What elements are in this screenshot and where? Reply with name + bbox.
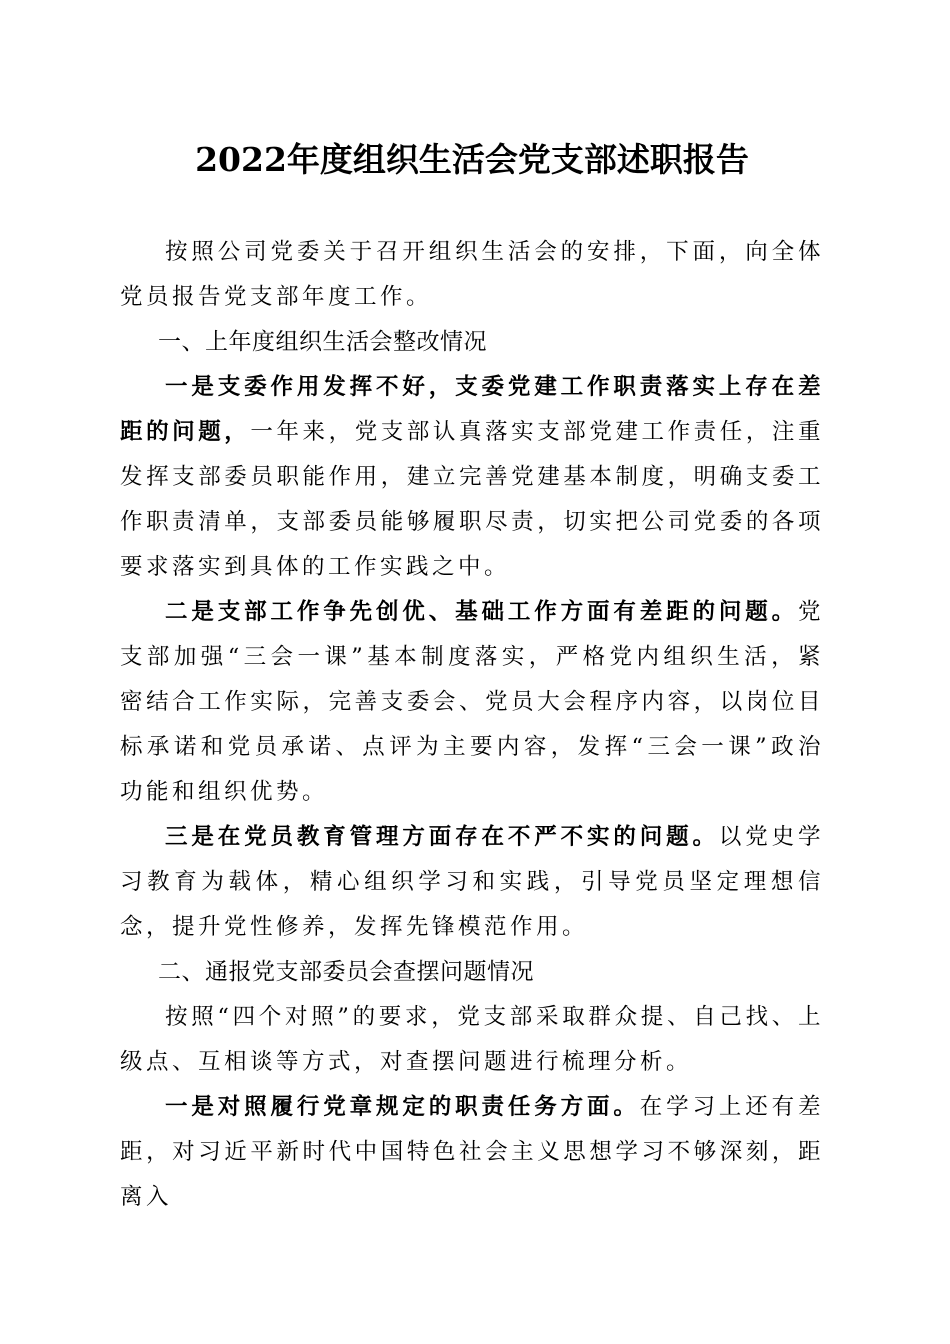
intro-paragraph: 按照公司党委关于召开组织生活会的安排，下面，向全体党员报告党支部年度工作。: [120, 239, 824, 310]
paragraph-lead: 一是支委作用发挥不好，支委党建工作职责落实上存在差距的问题，: [120, 374, 824, 445]
section-2-paragraph-2: [120, 1085, 824, 1220]
section-1-paragraph-2: [120, 590, 824, 815]
document-body: [120, 230, 824, 1220]
paragraph-text: 一年来，党支部认真落实支部党建工作责任，注重发挥支部委员职能作用，建立完善党建基本制度，明确支委工作职责清单，支部委员能够履职尽责，切实把公司党委的各项要求落实到具体的工作实践之中。: [120, 419, 824, 580]
paragraph-lead: 三是在党员教育管理方面存在不严不实的问题。: [165, 824, 719, 850]
section-heading-1: 一、上年度组织生活会整改情况: [157, 329, 487, 355]
section-1-paragraph-1: [120, 365, 824, 590]
paragraph-text: 在学习上还有差距，对习近平新时代中国特色社会主义思想学习不够深刻，距离入: [120, 1094, 824, 1210]
paragraph-text: 党支部加强“三会一课”基本制度落实，严格党内组织生活，紧密结合工作实际，完善支委会、党员大会程序内容，以岗位目标承诺和党员承诺、点评为主要内容，发挥“三会一课”政治功能和组织优势。: [120, 599, 824, 805]
paragraph-text: 以党史学习教育为载体，精心组织学习和实践，引导党员坚定理想信念，提升党性修养，发挥先锋模范作用。: [120, 824, 824, 940]
section-heading-2: 二、通报党支部委员会查摆问题情况: [157, 959, 534, 985]
section-1-paragraph-3: [120, 815, 824, 950]
document-title: 2022年度组织生活会党支部述职报告: [195, 140, 749, 179]
paragraph-text: 按照“四个对照”的要求，党支部采取群众提、自己找、上级点、互相谈等方式，对查摆问题进行梳理分析。: [120, 1004, 824, 1075]
section-2-paragraph-1: [120, 995, 824, 1085]
paragraph-lead: 二是支部工作争先创优、基础工作方面有差距的问题。: [165, 599, 798, 625]
paragraph-lead: 一是对照履行党章规定的职责任务方面。: [165, 1094, 640, 1120]
